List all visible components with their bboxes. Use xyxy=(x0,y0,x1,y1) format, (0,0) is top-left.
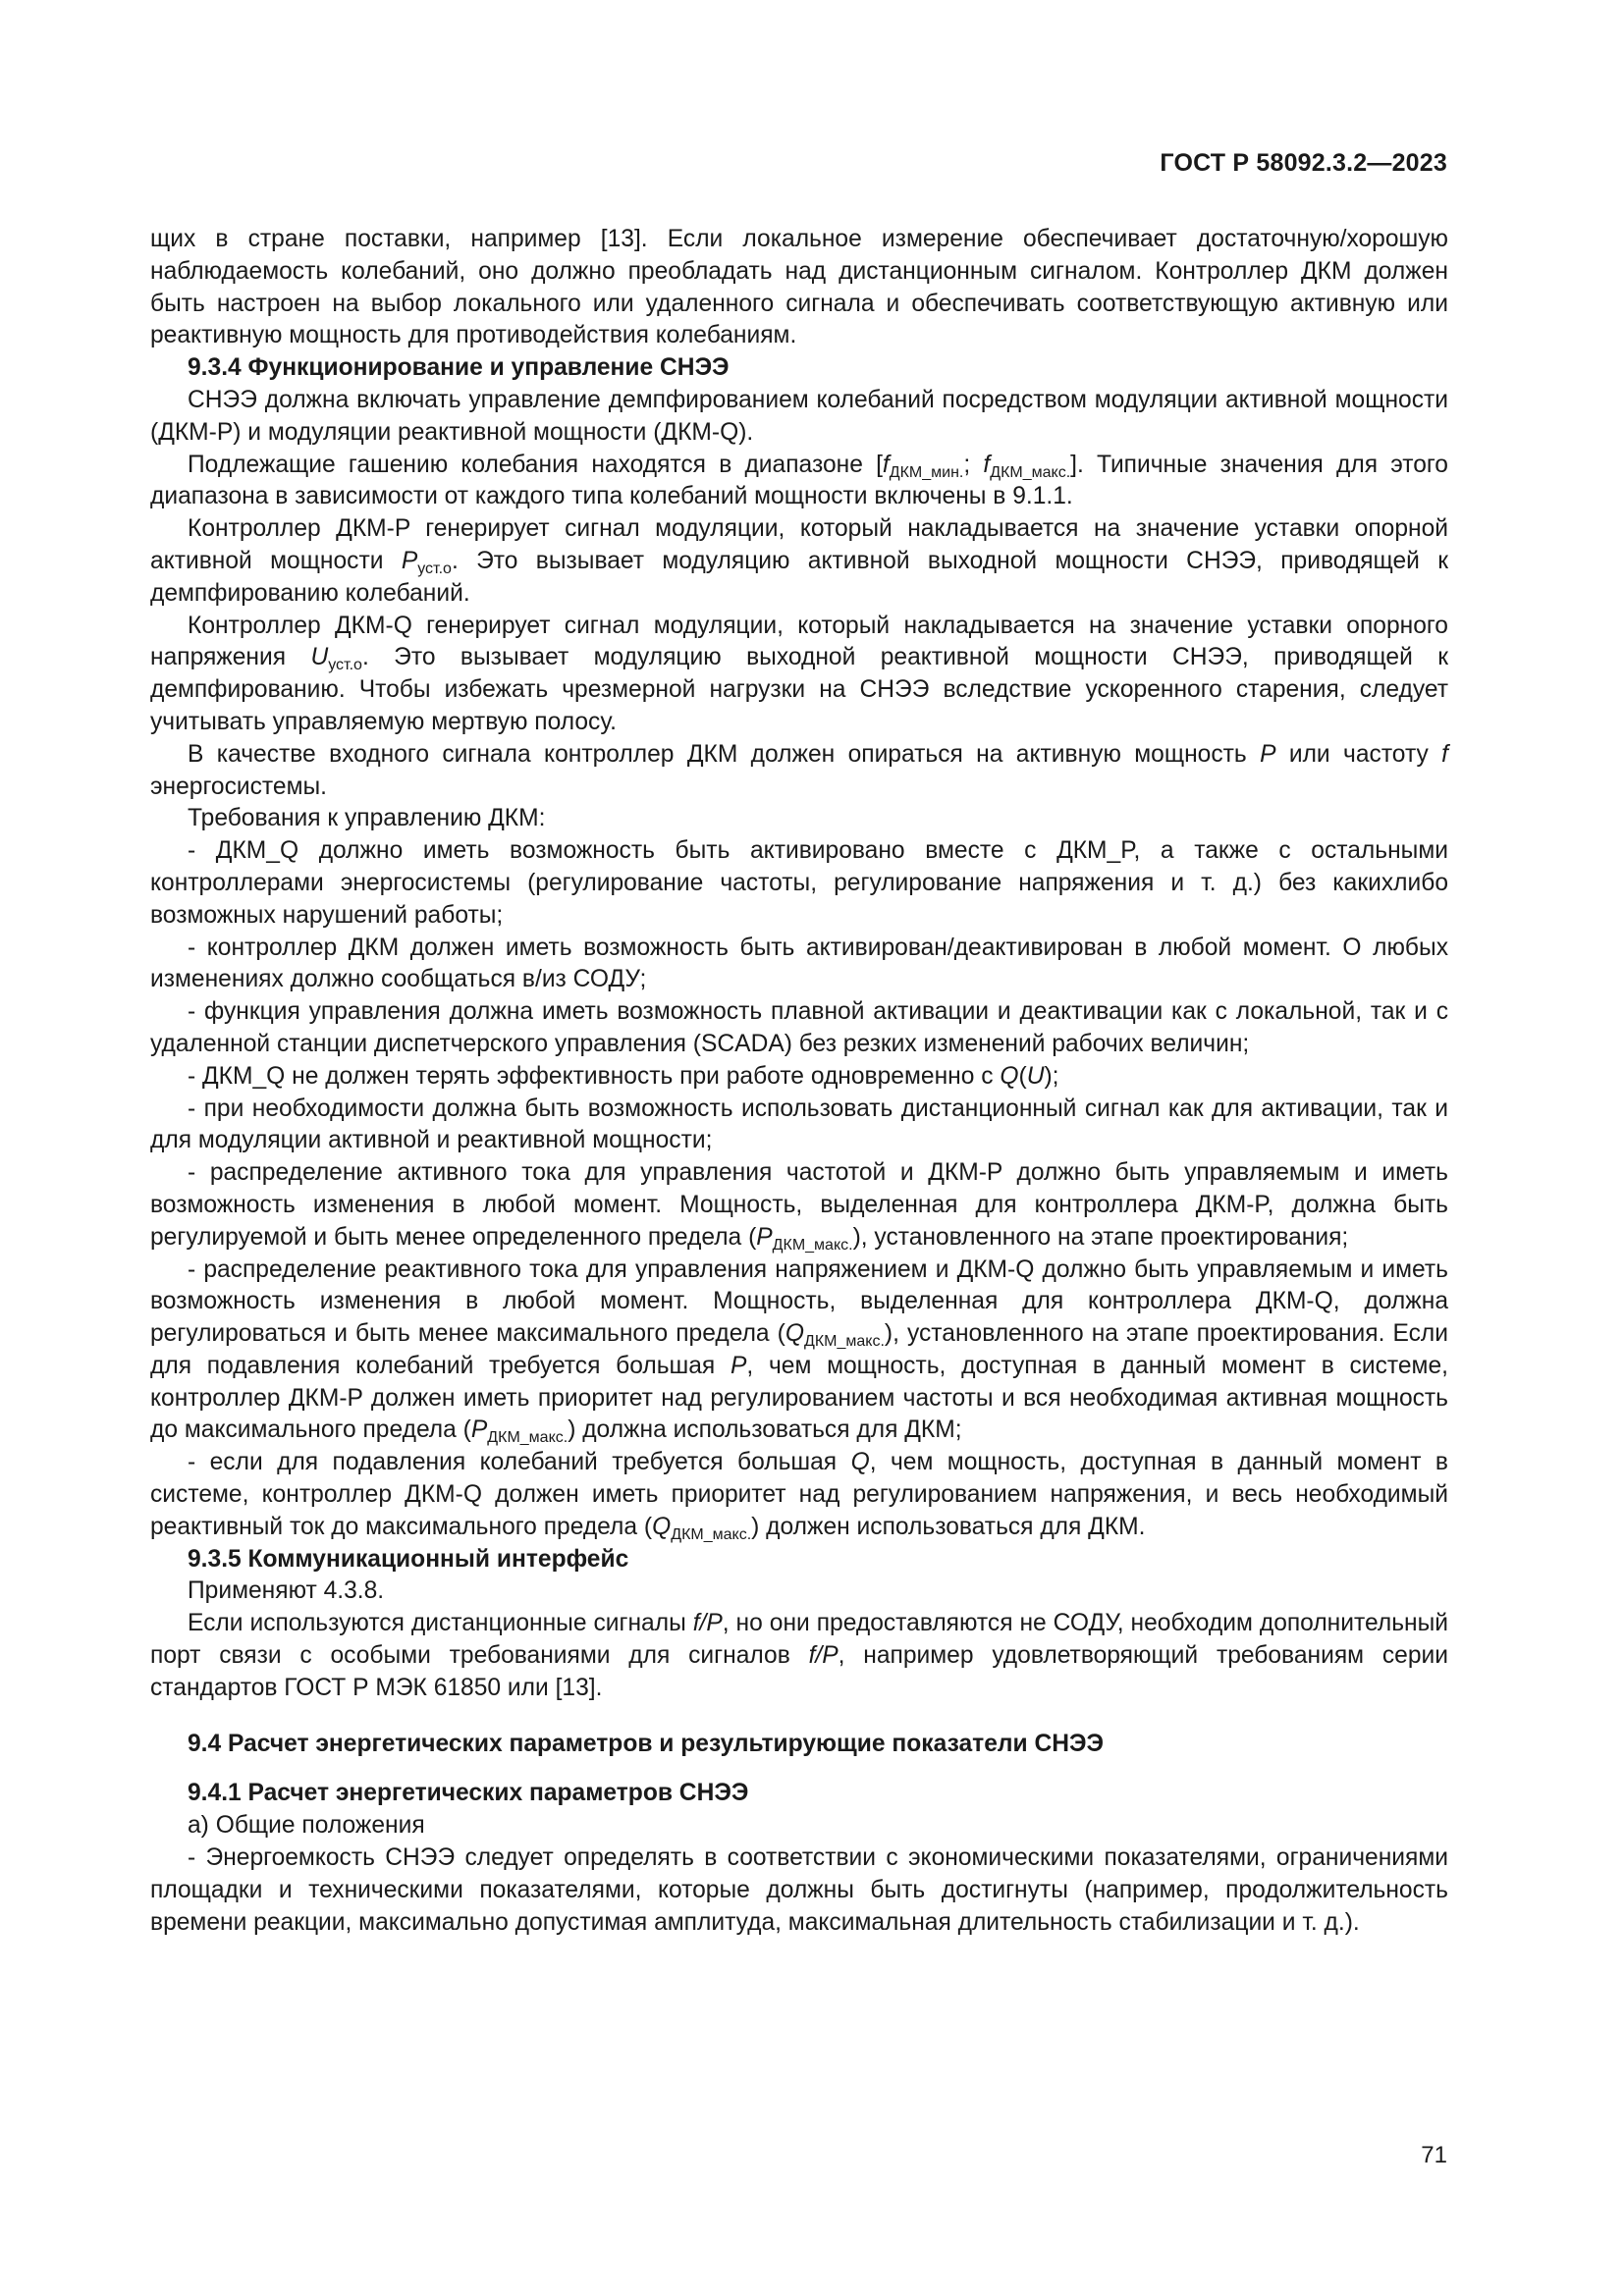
variable: Q xyxy=(785,1320,804,1348)
list-item: - распределение реактивного тока для управления напряжением и ДКМ-Q должно быть управляемым и иметь возможность изменения в любой момент. Мощность, выделенная для контроллера ДКМ-Q, должна регулироваться и быть менее максимального предела $(Q_{ДКМ\_макс.})$, установленного на этапе проектирования. Если для подавления колебаний требуется большая P, чем мощность, доступная в данный момент в системе, контроллер ДКМ-P должен иметь приоритет над регулированием частоты и вся необходимая активная мощность до максимального предела $(P_{ДКМ\_макс.})$ должна использоваться для ДКМ; xyxy=(150,1255,1448,1447)
section-heading-9-4: 9.4 Расчет энергетических параметров и результирующие показатели СНЭЭ xyxy=(188,1730,1104,1757)
paragraph: Контроллер ДКМ-Q генерирует сигнал модуляции, который накладывается на значение уставки опорного напряжения $U_{уст.о}$. Это вызывает модуляцию выходной реактивной мощности СНЭЭ, приводящей к демпфированию. Чтобы избежать чрезмерной нагрузки на СНЭЭ вследствие ускоренного старения, следует учитывать управляемую мертвую полосу. xyxy=(150,612,1448,735)
paragraph: Применяют 4.3.8. xyxy=(188,1577,385,1605)
list-item: - ДКМ_Q должно иметь возможность быть активировано вместе с ДКМ_P, а также с остальными контроллерами энергосистемы (регулирование частоты, регулирование напряжения и т. д.) без какихлибо возможных нарушений работы; xyxy=(150,837,1448,929)
list-item: - распределение активного тока для управления частотой и ДКМ-P должно быть управляемым и иметь возможность изменения в любой момент. Мощность, выделенная для контроллера ДКМ-P, должна быть регулируемой и быть менее определенного предела $(P_{ДКМ\_макс.})$, установленного на этапе проектирования; xyxy=(150,1159,1448,1254)
document-body xyxy=(150,224,1448,1939)
variable: Q xyxy=(1000,1062,1019,1090)
subscript: ДКМ_мин. xyxy=(889,463,964,481)
variable: f/P xyxy=(692,1610,723,1637)
paragraph: а) Общие положения xyxy=(188,1812,425,1840)
subscript: ДКМ_макс. xyxy=(487,1429,568,1447)
paragraph: Подлежащие гашению колебания находятся в диапазоне [$f_{ДКМ\_мин.}$; $f_{ДКМ\_макс.}$]. Типичные значения для этого диапазона в зависимости от каждого типа колебаний мощности включены в 9.1.1. xyxy=(150,451,1448,510)
list-item: - при необходимости должна быть возможность использовать дистанционный сигнал как для активации, так и для модуляции активной и реактивной мощности; xyxy=(150,1095,1448,1154)
variable: P xyxy=(756,1223,773,1251)
paragraph: Если используются дистанционные сигналы f/P, но они предоставляются не СОДУ, необходим дополнительный порт связи с особыми требованиями для сигналов f/P, например удовлетворяющий требованиям серии стандартов ГОСТ Р МЭК 61850 или [13]. xyxy=(150,1610,1449,1701)
variable: P xyxy=(470,1416,488,1444)
variable: f/P xyxy=(808,1642,839,1670)
section-heading-9-3-5: 9.3.5 Коммуникационный интерфейс xyxy=(188,1545,629,1573)
variable: P xyxy=(730,1352,747,1379)
variable: f xyxy=(1441,740,1448,768)
section-heading-9-4-1: 9.4.1 Расчет энергетических параметров СНЭЭ xyxy=(188,1780,749,1807)
list-item: - функция управления должна иметь возможность плавной активации и деактивации как с локальной, так и с удаленной станции диспетчерского управления (SCADA) без резких изменений рабочих величин; xyxy=(150,998,1448,1057)
subscript: уст.о xyxy=(328,657,362,674)
variable: f xyxy=(983,451,991,478)
list-item: - ДКМ_Q не должен терять эффективность при работе одновременно с Q(U); xyxy=(188,1062,1059,1090)
variable: P xyxy=(1260,740,1276,768)
list-item: - контроллер ДКМ должен иметь возможность быть активирован/деактивирован в любой момент. О любых изменениях должно сообщаться в/из СОДУ; xyxy=(150,934,1448,993)
subscript: ДКМ_макс. xyxy=(772,1236,853,1254)
variable: Q xyxy=(850,1449,870,1476)
subscript: ДКМ_макс. xyxy=(990,463,1071,481)
variable: P xyxy=(401,547,418,574)
document-id-header: ГОСТ Р 58092.3.2—2023 xyxy=(1160,149,1447,177)
section-heading-9-3-4: 9.3.4 Функционирование и управление СНЭЭ xyxy=(188,354,730,382)
paragraph: В качестве входного сигнала контроллер ДКМ должен опираться на активную мощность P или частоту f энергосистемы. xyxy=(150,740,1448,800)
variable: U xyxy=(310,644,329,671)
subscript: уст.о xyxy=(417,560,452,577)
paragraph: Требования к управлению ДКМ: xyxy=(188,805,546,832)
subscript: ДКМ_макс. xyxy=(803,1333,885,1351)
page-number: 71 xyxy=(1421,2142,1447,2168)
subscript: ДКМ_макс. xyxy=(671,1525,752,1543)
paragraph: СНЭЭ должна включать управление демпфированием колебаний посредством модуляции активной мощности (ДКМ-P) и модуляции реактивной мощности (ДКМ-Q). xyxy=(150,386,1448,446)
list-item: - Энергоемкость СНЭЭ следует определять в соответствии с экономическими показателями, ограничениями площадки и техническими показателями, которые должны быть достигнуты (например, продолжительность времени реакции, максимально допустимая амплитуда, максимальная длительность стабилизации и т. д.). xyxy=(150,1844,1448,1936)
paragraph-continuation: щих в стране поставки, например [13]. Если локальное измерение обеспечивает достаточную/хорошую наблюдаемость колебаний, оно должно преобладать над дистанционным сигналом. Контроллер ДКМ должен быть настроен на выбор локального или удаленного сигнала и обеспечивать соответствующую активную или реактивную мощность для противодействия колебаниям. xyxy=(150,226,1448,349)
variable: f xyxy=(882,451,890,478)
list-item: - если для подавления колебаний требуется большая Q, чем мощность, доступная в данный момент в системе, контроллер ДКМ-Q должен иметь приоритет над регулированием напряжения, и весь необходимый реактивный ток до максимального предела $(Q_{ДКМ\_макс.})$ должен использоваться для ДКМ. xyxy=(150,1449,1448,1543)
variable: Q xyxy=(652,1513,672,1540)
paragraph: Контроллер ДКМ-P генерирует сигнал модуляции, который накладывается на значение уставки опорной активной мощности $P_{уст.о}$. Это вызывает модуляцию активной выходной мощности СНЭЭ, приводящей к демпфированию колебаний. xyxy=(150,515,1448,607)
variable: U xyxy=(1026,1062,1045,1090)
